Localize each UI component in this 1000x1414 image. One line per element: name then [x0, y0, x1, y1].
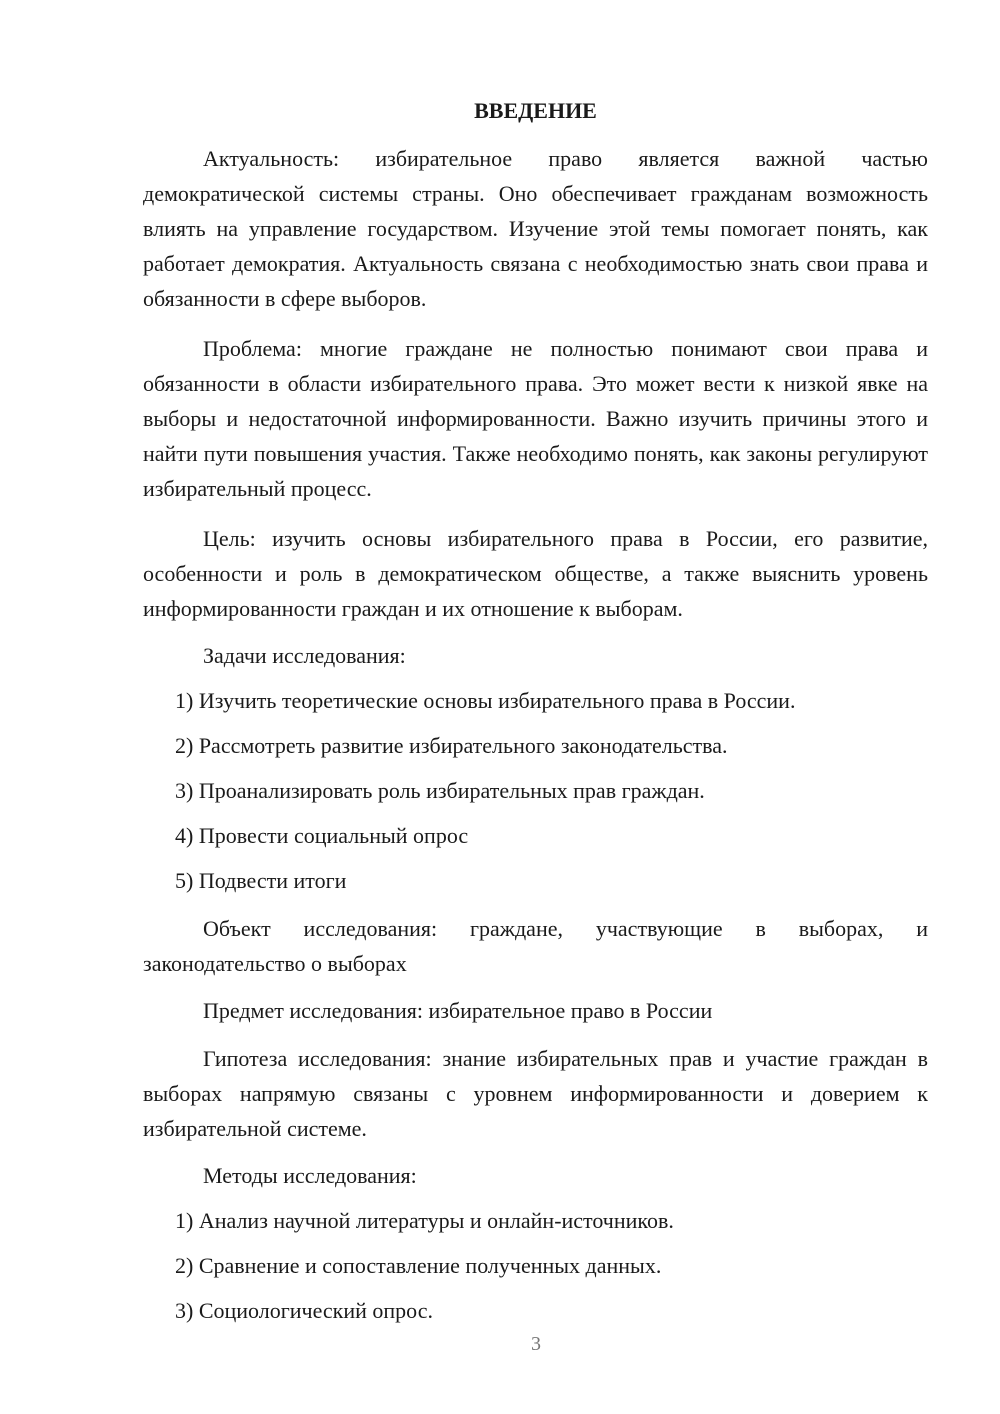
paragraph-problem: Проблема: многие граждане не полностью понимают свои права и обязанности в области избирательного права. Это может вести к низкой явке на выборы и недостаточной информированности. Важно изучить причины этого и найти пути повышения участия. Также необходимо понять, как законы регулируют избирательный процесс. — [143, 336, 928, 501]
document-page — [143, 96, 928, 1341]
paragraph-subject: Предмет исследования: избирательное право в России — [203, 998, 713, 1023]
section-title: ВВЕДЕНИЕ — [474, 98, 597, 123]
paragraph-hypothesis: Гипотеза исследования: знание избирательных прав и участие граждан в выборах напрямую связаны с уровнем информированности и доверием к избирательной системе. — [143, 1046, 928, 1141]
method-item-2: 2) Сравнение и сопоставление полученных данных. — [175, 1253, 662, 1278]
task-item-5: 5) Подвести итоги — [175, 868, 347, 893]
paragraph-object: Объект исследования: граждане, участвующие в выборах, и законодательство о выборах — [143, 916, 928, 976]
task-item-3: 3) Проанализировать роль избирательных прав граждан. — [175, 778, 705, 803]
tasks-heading: Задачи исследования: — [203, 643, 406, 668]
page-number: 3 — [531, 1333, 541, 1355]
task-item-2: 2) Рассмотреть развитие избирательного законодательства. — [175, 733, 728, 758]
method-item-1: 1) Анализ научной литературы и онлайн-источников. — [175, 1208, 674, 1233]
methods-heading: Методы исследования: — [203, 1163, 417, 1188]
paragraph-relevance: Актуальность: избирательное право является важной частью демократической системы страны. Оно обеспечивает гражданам возможность влиять на управление государством. Изучение этой темы помогает понять, как работает демократия. Актуальность связана с необходимостью знать свои права и обязанности в сфере выборов. — [143, 146, 928, 311]
task-item-1: 1) Изучить теоретические основы избирательного права в России. — [175, 688, 796, 713]
paragraph-goal: Цель: изучить основы избирательного права в России, его развитие, особенности и роль в демократическом обществе, а также выяснить уровень информированности граждан и их отношение к выборам. — [143, 526, 928, 621]
method-item-3: 3) Социологический опрос. — [175, 1298, 433, 1323]
task-item-4: 4) Провести социальный опрос — [175, 823, 469, 848]
